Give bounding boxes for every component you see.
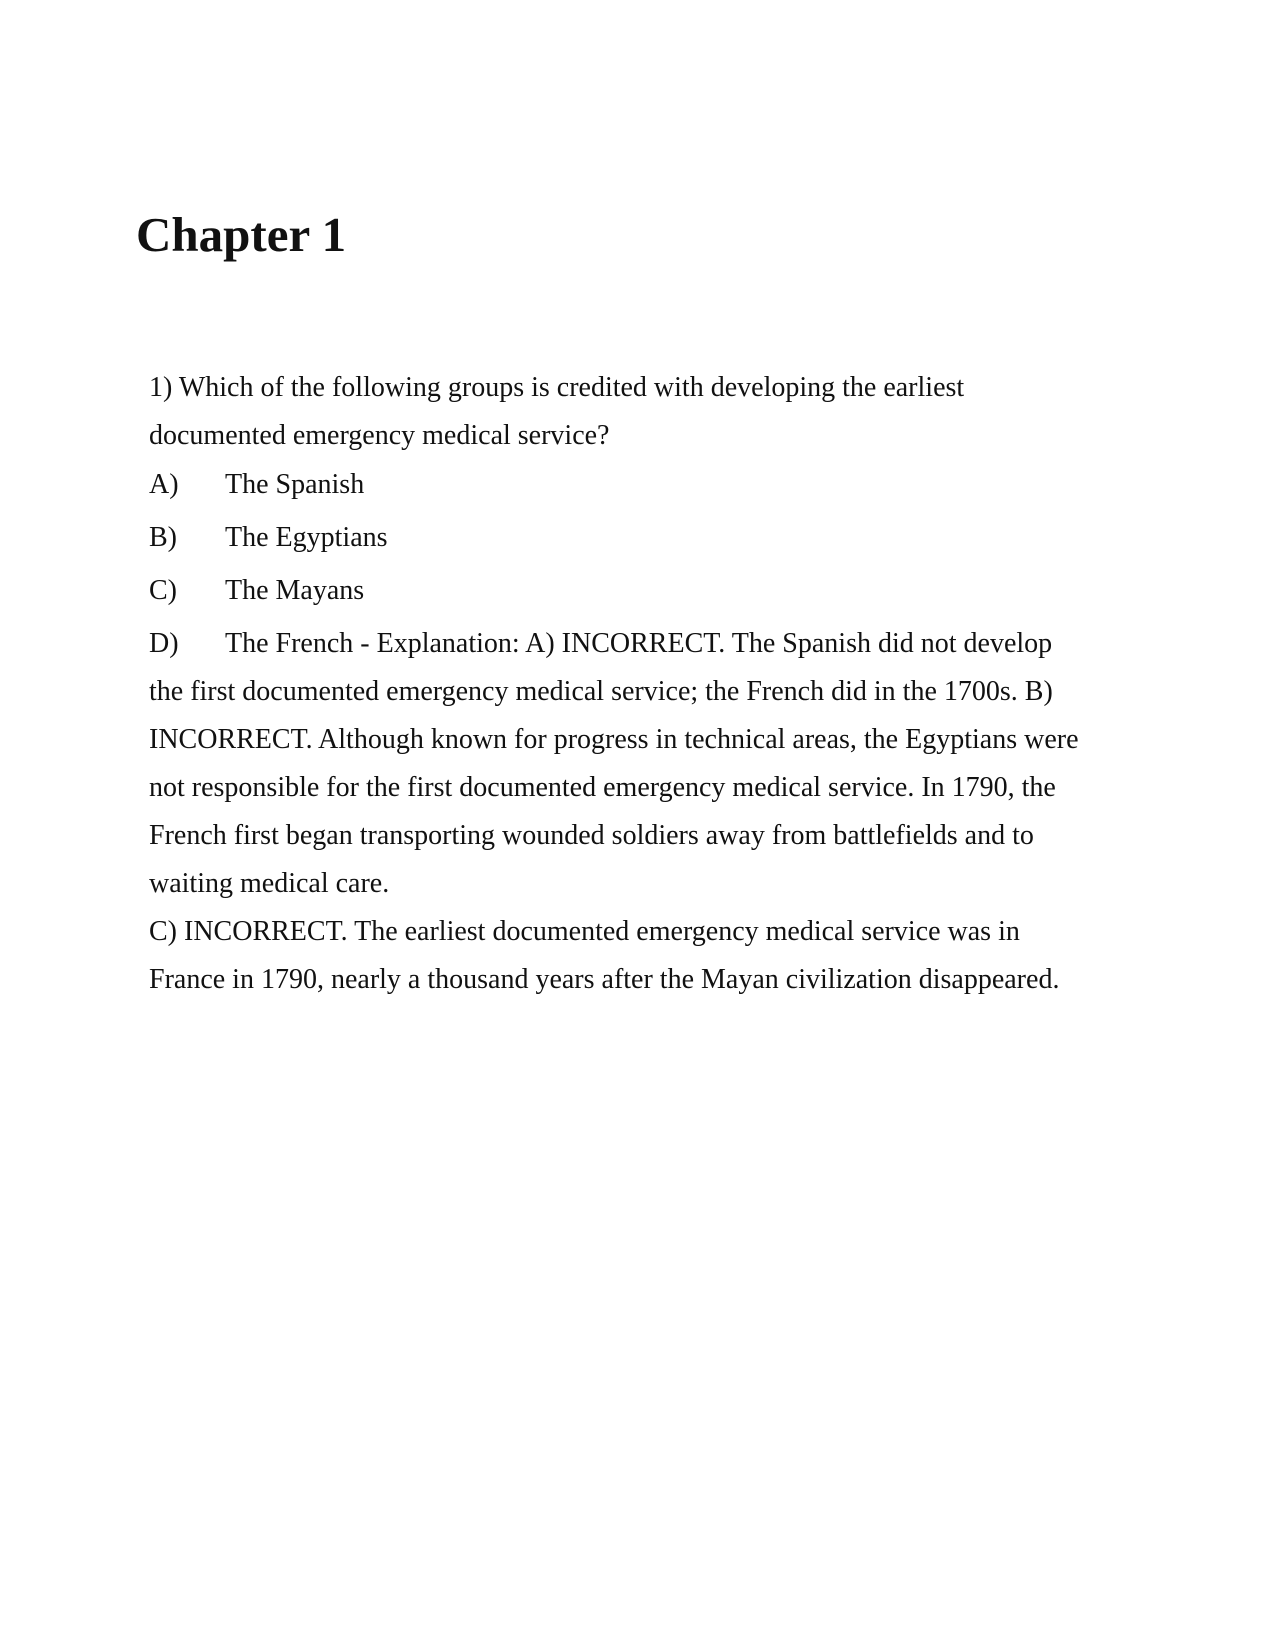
option-text: The French - Explanation: A) INCORRECT. The Spanish did not develop [225, 628, 1053, 659]
explanation-line-5: waiting medical care. [149, 868, 390, 899]
explanation-line-1: the first documented emergency medical service; the French did in the 1700s. B) [149, 676, 1053, 707]
option-letter: B) [149, 522, 177, 553]
answer-option-c [149, 574, 364, 608]
explanation-line-7: France in 1790, nearly a thousand years after the Mayan civilization disappeared. [149, 964, 1060, 995]
option-text: The Mayans [225, 575, 365, 606]
answer-option-a [149, 468, 364, 502]
chapter-title: Chapter 1 [136, 207, 347, 262]
explanation-line-4: French first began transporting wounded soldiers away from battlefields and to [149, 820, 1034, 851]
explanation-line-2: INCORRECT. Although known for progress in technical areas, the Egyptians were [149, 724, 1079, 755]
option-text: The Egyptians [225, 522, 388, 553]
answer-option-d [149, 627, 1052, 661]
question-stem-line-1: 1) Which of the following groups is credited with developing the earliest [149, 372, 965, 403]
option-text: The Spanish [225, 469, 365, 500]
question-stem-line-2: documented emergency medical service? [149, 420, 610, 451]
explanation-line-3: not responsible for the first documented emergency medical service. In 1790, the [149, 772, 1056, 803]
explanation-line-6: C) INCORRECT. The earliest documented emergency medical service was in [149, 916, 1020, 947]
option-letter: A) [149, 469, 179, 500]
answer-option-b [149, 521, 388, 555]
option-letter: D) [149, 628, 179, 659]
option-letter: C) [149, 575, 177, 606]
